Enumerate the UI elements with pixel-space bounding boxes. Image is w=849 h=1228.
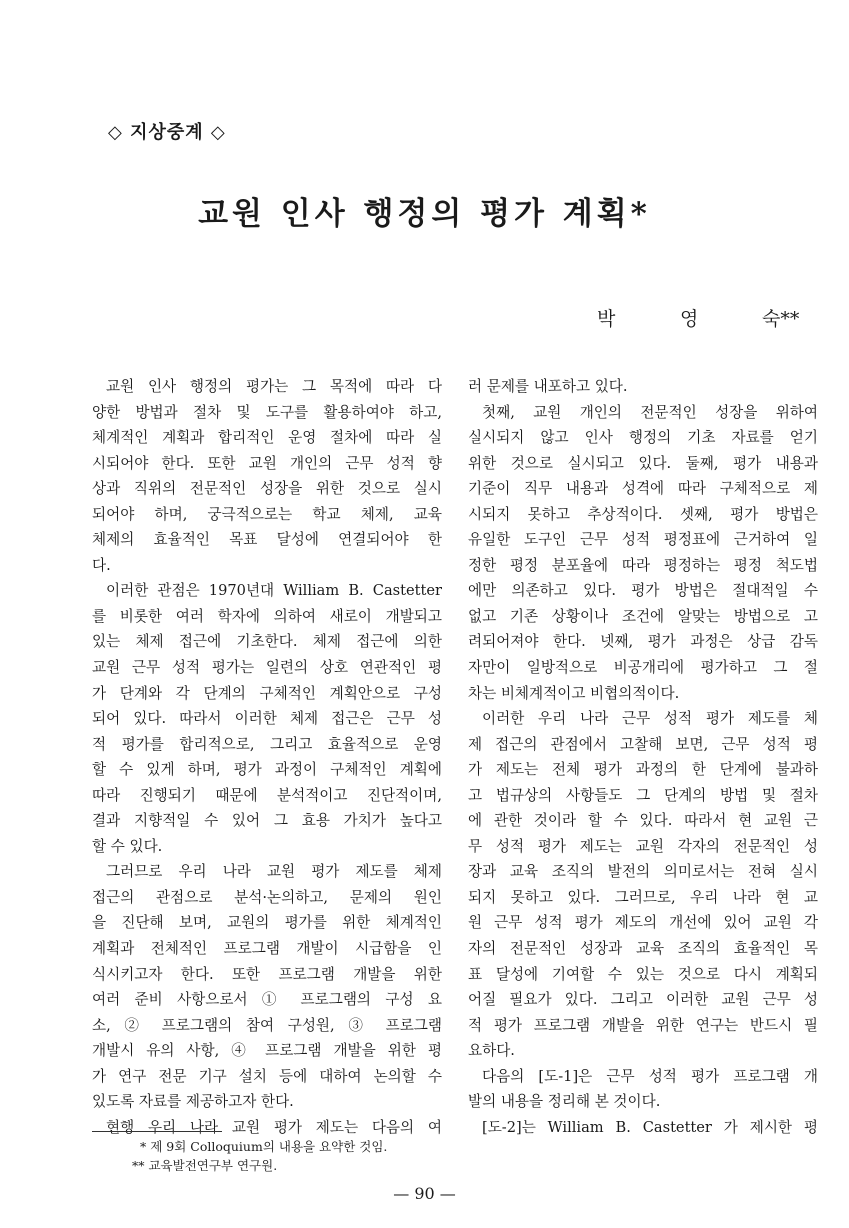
text-line: 적 평가 프로그램 개발을 위한 연구는 반드시 필 xyxy=(468,1016,818,1034)
text-line: 양한 방법과 절차 및 도구를 활용하여야 하고, xyxy=(92,403,442,421)
text-line: 무 성적 평가 제도는 교원 각자의 전문적인 성 xyxy=(468,837,818,855)
text-line: 에 관한 것이라 할 수 있다. 따라서 현 교원 근 xyxy=(468,812,818,830)
text-line: 없고 기존 상황이나 조건에 알맞는 방법으로 고 xyxy=(468,607,818,625)
text-line: 여러 준비 사항으로서 ① 프로그램의 구성 요 xyxy=(92,991,442,1009)
text-line: 이러한 우리 나라 근무 성적 평가 제도를 체 xyxy=(482,710,818,728)
text-line: 자의 전문적인 성장과 교육 조직의 효율적인 목 xyxy=(468,940,818,958)
text-line: 되어 있다. 따라서 이러한 체제 접근은 근무 성 xyxy=(92,710,442,728)
text-line: 있는 체제 접근에 기초한다. 체제 접근에 의한 xyxy=(92,633,442,651)
text-line: 교원 인사 행정의 평가는 그 목적에 따라 다 xyxy=(106,378,442,395)
text-line: 유일한 도구인 근무 성적 평정표에 근거하여 일 xyxy=(468,531,818,549)
text-line: 적 평가를 합리적으로, 그리고 효율적으로 운영 xyxy=(92,735,442,753)
text-line: 접근의 관점으로 분석·논의하고, 문제의 원인 xyxy=(92,888,442,906)
text-line: 할 수 있다. xyxy=(92,837,163,855)
text-line: 체제의 효율적인 목표 달성에 연결되어야 한 xyxy=(92,531,442,549)
footnote-1: * 제 9회 Colloquium의 내용을 요약한 것임. xyxy=(140,1139,388,1154)
text-line: 그러므로 우리 나라 교원 평가 제도를 체제 xyxy=(106,863,442,881)
text-line: 가 제도는 전체 평가 과정의 한 단계에 불과하 xyxy=(468,761,818,779)
page-number: — 90 — xyxy=(393,1184,456,1203)
text-line: 을 진단해 보며, 교원의 평가를 위한 체계적인 xyxy=(92,914,442,932)
text-line: 교원 근무 성적 평가는 일련의 상호 연관적인 평 xyxy=(92,659,442,677)
text-line: 시되지 못하고 추상적이다. 셋째, 평가 방법은 xyxy=(468,505,818,523)
text-line: [도-2]는 William B. Castetter 가 제시한 평 xyxy=(482,1118,818,1136)
text-line: 고 법규상의 사항들도 그 단계의 방법 및 절차 xyxy=(468,786,818,804)
footnote-2: ** 교육발전연구부 연구원. xyxy=(132,1158,278,1173)
text-line: 식시키고자 한다. 또한 프로그램 개발을 위한 xyxy=(92,965,442,983)
body-column-right xyxy=(468,374,818,1140)
text-line: 를 비롯한 여러 학자에 의하여 새로이 개발되고 xyxy=(92,607,442,625)
text-line: 첫째, 교원 개인의 전문적인 성장을 위하여 xyxy=(482,403,818,421)
text-line: 발의 내용을 정리해 본 것이다. xyxy=(468,1093,661,1111)
text-line: 러 문제를 내포하고 있다. xyxy=(468,378,628,395)
text-line: 표 달성에 기여할 수 있는 것으로 다시 계획되 xyxy=(468,965,818,983)
text-line: 결과 지향적일 수 있어 그 효용 가치가 높다고 xyxy=(92,812,442,830)
text-line: 다. xyxy=(92,556,111,574)
text-line: 계획과 전체적인 프로그램 개발이 시급함을 인 xyxy=(92,940,442,958)
text-line: 되지 못하고 있다. 그러므로, 우리 나라 현 교 xyxy=(468,888,818,906)
text-line: 다음의 [도-1]은 근무 성적 평가 프로그램 개 xyxy=(482,1067,818,1085)
text-line: 정한 평정 분포율에 따라 평정하는 평정 척도법 xyxy=(468,556,818,574)
text-line: 위한 것으로 실시되고 있다. 둘째, 평가 내용과 xyxy=(468,454,818,472)
author-part-3: 숙** xyxy=(762,308,800,330)
text-line: 가 단계와 각 단계의 구체적인 계획안으로 구성 xyxy=(92,684,442,702)
text-line: 장과 교육 조직의 발전의 의미로서는 전혀 실시 xyxy=(468,863,818,881)
text-line: 원 근무 성적 평가 제도의 개선에 있어 교원 각 xyxy=(468,914,818,932)
text-line: 요하다. xyxy=(468,1042,515,1060)
text-line: 개발시 유의 사항, ④ 프로그램 개발을 위한 평 xyxy=(92,1042,442,1060)
text-line: 상과 직위의 전문적인 성장을 위한 것으로 실시 xyxy=(92,480,442,498)
text-line: 제 접근의 관점에서 고찰해 보면, 근무 성적 평 xyxy=(468,735,818,753)
text-line: 시되어야 한다. 또한 교원 개인의 근무 성적 향 xyxy=(92,454,442,472)
author-part-2: 영 xyxy=(680,308,699,330)
text-line: 이러한 관점은 1970년대 William B. Castetter xyxy=(106,582,442,600)
text-line: 되어야 하며, 궁극적으로는 학교 체제, 교육 xyxy=(92,505,442,523)
text-line: 따라 진행되기 때문에 분석적이고 진단적이며, xyxy=(92,786,442,804)
section-label: ◇ 지상중계 ◇ xyxy=(108,122,226,143)
text-line: 현행 우리 나라 교원 평가 제도는 다음의 여 xyxy=(106,1118,442,1136)
text-line: 체계적인 계획과 합리적인 운영 절차에 따라 실 xyxy=(92,429,442,447)
text-line: 자만이 일방적으로 비공개리에 평가하고 그 절 xyxy=(468,659,818,677)
article-title: 교원 인사 행정의 평가 계획* xyxy=(198,196,651,232)
text-line: 가 연구 전문 기구 설치 등에 대하여 논의할 수 xyxy=(92,1067,442,1085)
text-line: 있도록 자료를 제공하고자 한다. xyxy=(92,1093,294,1111)
text-line: 어질 필요가 있다. 그리고 이러한 교원 근무 성 xyxy=(468,991,818,1009)
text-line: 소, ② 프로그램의 참여 구성원, ③ 프로그램 xyxy=(92,1016,442,1034)
author-part-1: 박 xyxy=(597,308,616,330)
text-line: 차는 비체계적이고 비협의적이다. xyxy=(468,684,680,702)
text-line: 할 수 있게 하며, 평가 과정이 구체적인 계획에 xyxy=(92,761,442,779)
text-line: 기준이 직무 내용과 성격에 따라 구체적으로 제 xyxy=(468,480,818,498)
footnote-rule xyxy=(92,1131,222,1132)
text-line: 에만 의존하고 있다. 평가 방법은 절대적일 수 xyxy=(468,582,818,600)
text-line: 려되어져야 한다. 넷째, 평가 과정은 상급 감독 xyxy=(468,633,818,651)
text-line: 실시되지 않고 인사 행정의 기초 자료를 얻기 xyxy=(468,429,818,447)
body-column-left xyxy=(92,374,442,1140)
